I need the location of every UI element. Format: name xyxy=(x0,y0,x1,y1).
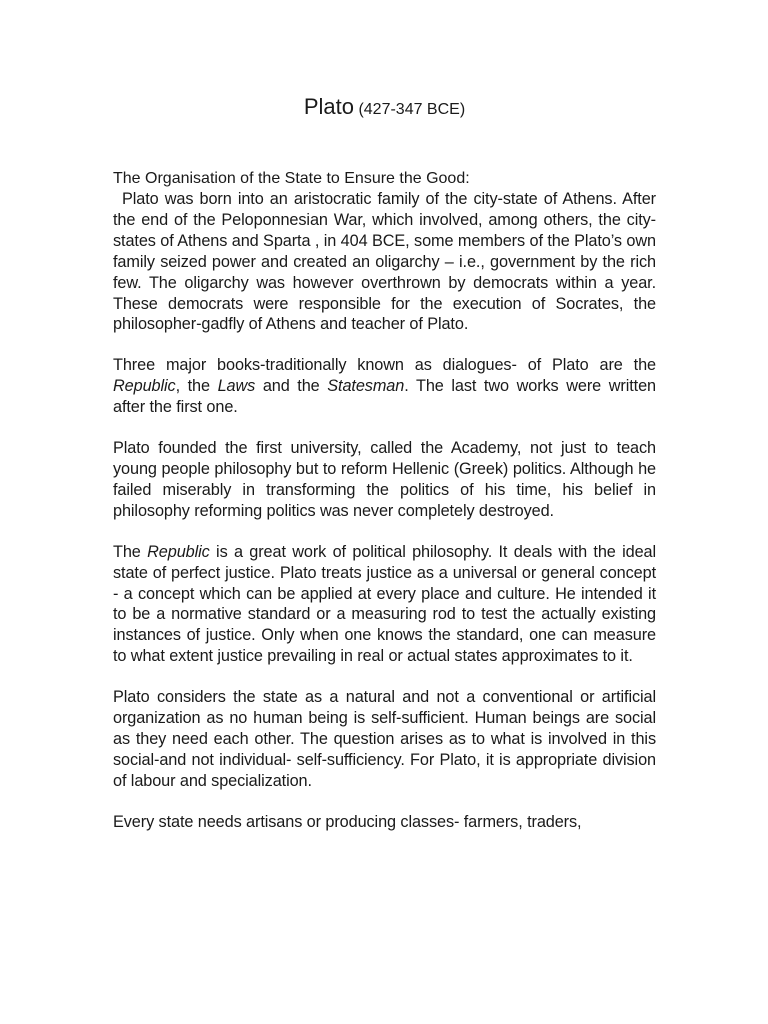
book-title-republic: Republic xyxy=(113,377,176,396)
paragraph-biography: Plato was born into an aristocratic family of the city-state of Athens. After the end of the Peloponnesian War, which involved, among others, the city-states of Athens and Sparta , in 404 BCE, some members of the Plato’s own family seized power and created an oligarchy – i.e., government by the rich few. The oligarchy was however overthrown by democrats within a year. These democrats were responsible for the execution of Socrates, the philosopher-gadfly of Athens and teacher of Plato. xyxy=(113,190,656,334)
paragraph-state-natural: Plato considers the state as a natural and not a conventional or artificial organization as no human being is self-sufficient. Human beings are social as they need each other. The question arises as to what is involved in this social-and not individual- self-sufficiency. For Plato, it is appropriate division of labour and specialization. xyxy=(113,688,656,790)
paragraph-text: and the xyxy=(255,377,328,396)
book-title-republic: Republic xyxy=(147,542,210,561)
paragraph-text: Three major books-traditionally known as dialogues- of Plato are the xyxy=(113,356,656,375)
paragraph-text: , the xyxy=(175,377,218,396)
paragraph-dialogues xyxy=(113,355,656,418)
book-title-laws: Laws xyxy=(217,377,256,396)
paragraph-academy: Plato founded the first university, called the Academy, not just to teach young people philosophy but to reform Hellenic (Greek) politics. Although he failed miserably in transforming the politics of his time, his belief in philosophy reforming politics was never completely destroyed. xyxy=(113,439,656,520)
paragraph-classes: Every state needs artisans or producing classes- farmers, traders, xyxy=(113,812,582,831)
section-heading: The Organisation of the State to Ensure the Good: xyxy=(113,170,470,187)
book-title-statesman: Statesman xyxy=(327,377,405,396)
paragraph-text: is a great work of political philosophy. It deals with the ideal state of perfect justice. Plato treats justice as a universal or general concept - a concept which can be applied at every place and culture. He intended it to be a normative standard or a measuring rod to test the actually existing instances of justice. Only when one knows the standard, one can measure to what extent justice prevailing in real or actual states approximates to it. xyxy=(113,542,656,666)
title-name: Plato xyxy=(303,94,354,119)
paragraph-text: The xyxy=(113,542,148,561)
paragraph-republic xyxy=(113,542,656,667)
paragraph-text: . The last two works were written after the first one. xyxy=(113,377,657,417)
document-page xyxy=(113,92,656,853)
title-dates: (427-347 BCE) xyxy=(358,101,466,118)
document-title xyxy=(113,92,656,125)
